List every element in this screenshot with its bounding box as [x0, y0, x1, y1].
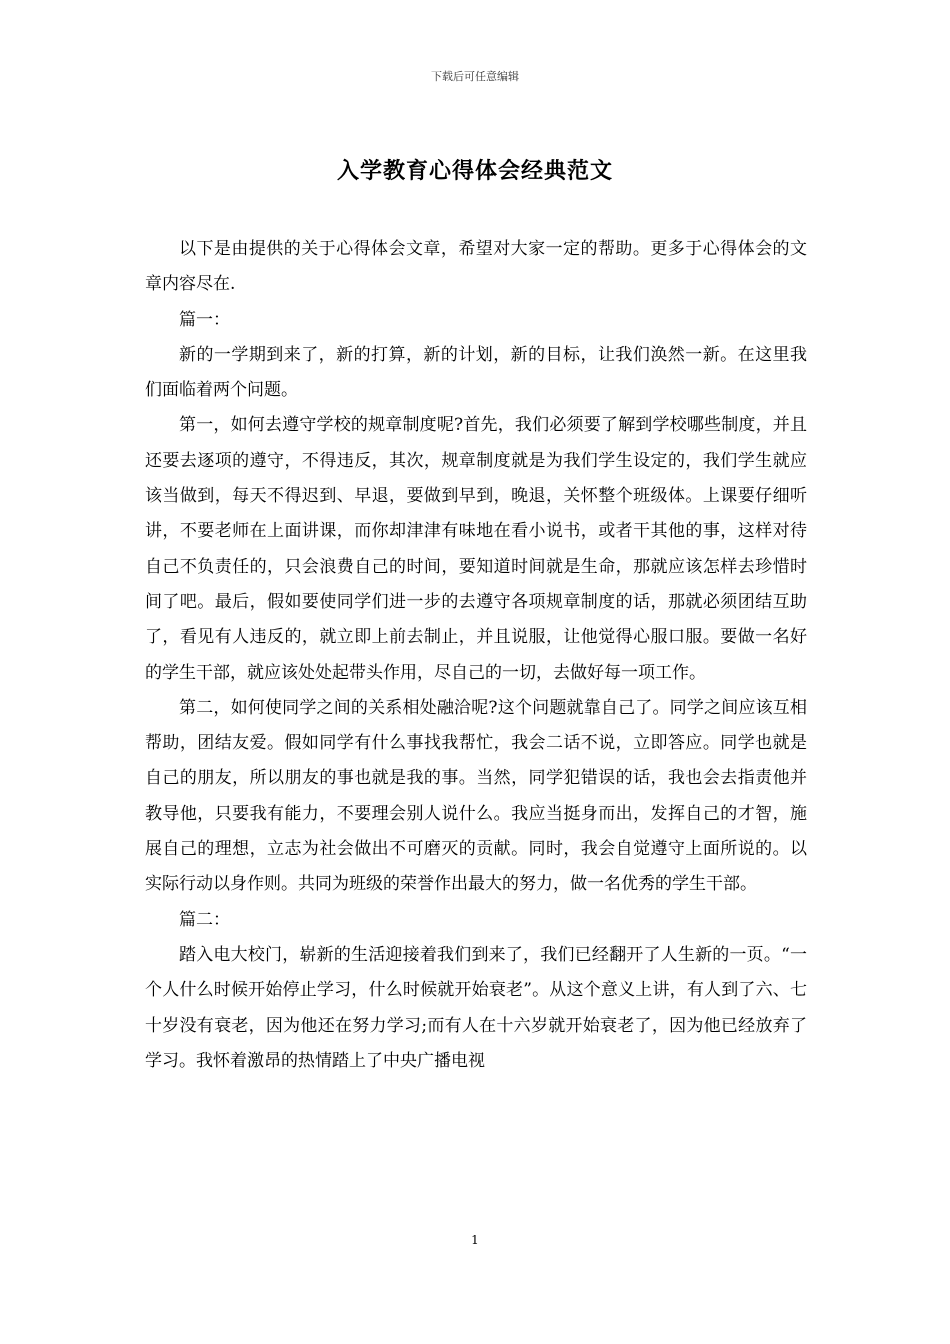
document-body: [145, 232, 807, 1079]
page-number: 1: [471, 1233, 479, 1247]
section-heading-2: 篇二：: [179, 909, 230, 930]
body-paragraph: 第二，如何使同学之间的关系相处融洽呢?这个问题就靠自己了。同学之间应该互相帮助，团结友爱。假如同学有什么事找我帮忙，我会二话不说，立即答应。同学也就是自己的朋友，所以朋友的事也就是我的事。当然，同学犯错误的话，我也会去指责他并教导他，只要我有能力，不要理会别人说什么。我应当挺身而出，发挥自己的才智，施展自己的理想，立志为社会做出不可磨灭的贡献。同时，我会自觉遵守上面所说的。以实际行动以身作则。共同为班级的荣誉作出最大的努力，做一名优秀的学生干部。: [145, 697, 807, 895]
body-paragraph: 踏入电大校门，崭新的生活迎接着我们到来了，我们已经翻开了人生新的一页。“一个人什么时候开始停止学习，什么时候就开始衰老”。从这个意义上讲，有人到了六、七十岁没有衰老，因为他还在努力学习;而有人在十六岁就开始衰老了，因为他已经放弃了学习。我怀着激昂的热情踏上了中央广播电视: [145, 944, 807, 1071]
body-paragraph: 第一，如何去遵守学校的规章制度呢?首先，我们必须要了解到学校哪些制度，并且还要去逐项的遵守，不得违反，其次，规章制度就是为我们学生设定的，我们学生就应该当做到，每天不得迟到、早退，要做到早到，晚退，关怀整个班级体。上课要仔细听讲，不要老师在上面讲课，而你却津津有味地在看小说书，或者干其他的事，这样对待自己不负责任的，只会浪费自己的时间，要知道时间就是生命，那就应该怎样去珍惜时间了吧。最后，假如要使同学们进一步的去遵守各项规章制度的话，那就必须团结互助了，看见有人违反的，就立即上前去制止，并且说服，让他觉得心服口服。要做一名好的学生干部，就应该处处起带头作用，尽自己的一切，去做好每一项工作。: [145, 415, 807, 683]
section-heading-1: 篇一：: [179, 309, 230, 330]
intro-paragraph: 以下是由提供的关于心得体会文章，希望对大家一定的帮助。更多于心得体会的文章内容尽在.: [145, 239, 807, 295]
document-title: 入学教育心得体会经典范文: [336, 158, 613, 184]
header-note: 下载后可任意编辑: [431, 70, 519, 83]
body-paragraph: 新的一学期到来了，新的打算，新的计划，新的目标，让我们涣然一新。在这里我们面临着两个问题。: [145, 344, 807, 401]
